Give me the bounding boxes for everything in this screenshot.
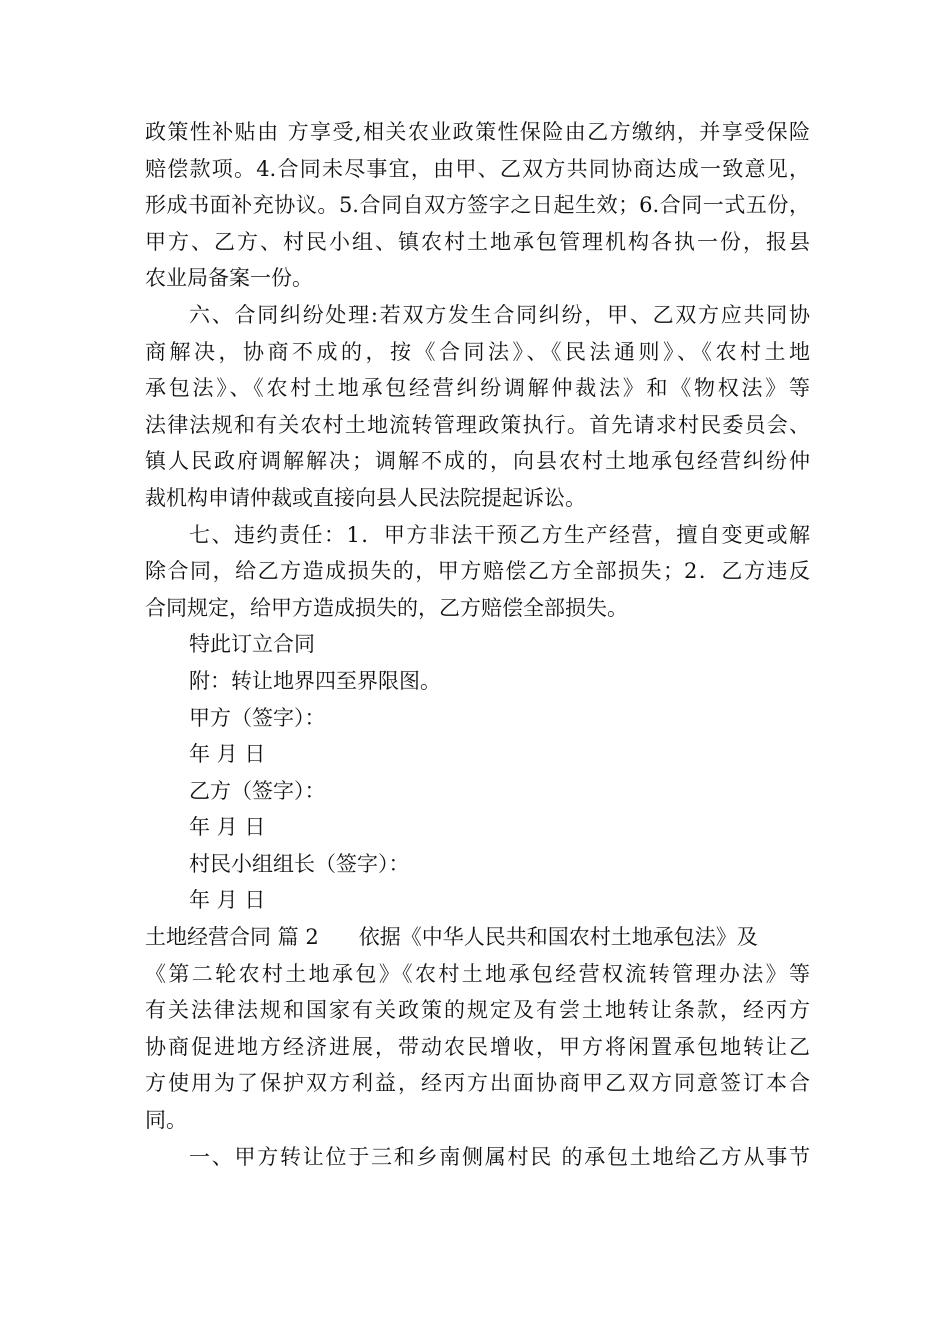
text-line: 承包法》、《农村土地承包经营纠纷调解仲裁法》和《物权法》等 [145, 376, 810, 401]
text-line: 特此订立合同 [189, 632, 315, 657]
document-body [145, 114, 810, 1175]
text-line: 政策性补贴由 方享受,相关农业政策性保险由乙方缴纳，并享受保险 [145, 120, 810, 144]
text-line: 七、违约责任：1．甲方非法干预乙方生产经营，擅自变更或解 [189, 522, 810, 547]
text-line: 赔偿款项。4.合同未尽事宜，由甲、乙双方共同协商达成一致意见， [145, 156, 810, 181]
signature-label: 甲方（签字）： [189, 705, 326, 730]
text-line: 合同规定，给甲方造成损失的，乙方赔偿全部损失。 [145, 595, 628, 620]
date-line: 年 月 日 [189, 815, 266, 840]
section-first-line: 依据《中华人民共和国农村土地承包法》及 [358, 925, 758, 950]
signature-label: 乙方（签字）： [189, 778, 326, 803]
text-line: 《第二轮农村土地承包》《农村土地承包经营权流转管理办法》等 [145, 961, 810, 986]
date-line: 年 月 日 [189, 742, 266, 767]
text-line: 六、合同纠纷处理:若双方发生合同纠纷，甲、乙双方应共同协 [189, 302, 810, 327]
text-line: 一、甲方转让位于三和乡南侧属村民 的承包土地给乙方从事节 [189, 1144, 810, 1169]
text-line: 有关法律法规和国家有关政策的规定及有尝土地转让条款，经丙方 [145, 998, 810, 1023]
text-line: 农业局备案一份。 [145, 266, 313, 291]
text-line: 同。 [145, 1108, 187, 1133]
text-line: 方使用为了保护双方利益，经丙方出面协商甲乙双方同意签订本合 [145, 1071, 810, 1096]
section-heading-line [145, 919, 810, 956]
text-line: 除合同，给乙方造成损失的，甲方赔偿乙方全部损失；2．乙方违反 [145, 559, 810, 584]
section-title: 土地经营合同 篇 2 [145, 925, 319, 950]
text-line: 形成书面补充协议。5.合同自双方签字之日起生效；6.合同一式五份， [145, 193, 810, 218]
text-line: 附：转让地界四至界限图。 [189, 668, 441, 693]
text-line: 商解决，协商不成的，按《合同法》、《民法通则》、《农村土地 [145, 339, 810, 364]
text-line: 法律法规和有关农村土地流转管理政策执行。首先请求村民委员会、 [145, 412, 810, 437]
date-line: 年 月 日 [189, 888, 266, 913]
signature-label: 村民小组组长（签字）： [189, 851, 410, 876]
text-line: 镇人民政府调解解决；调解不成的，向县农村土地承包经营纠纷仲 [145, 449, 810, 474]
text-line: 甲方、乙方、村民小组、镇农村土地承包管理机构各执一份，报县 [145, 229, 810, 254]
text-line: 协商促进地方经济进展，带动农民增收，甲方将闲置承包地转让乙 [145, 1034, 810, 1059]
text-line: 裁机构申请仲裁或直接向县人民法院提起诉讼。 [145, 485, 586, 510]
